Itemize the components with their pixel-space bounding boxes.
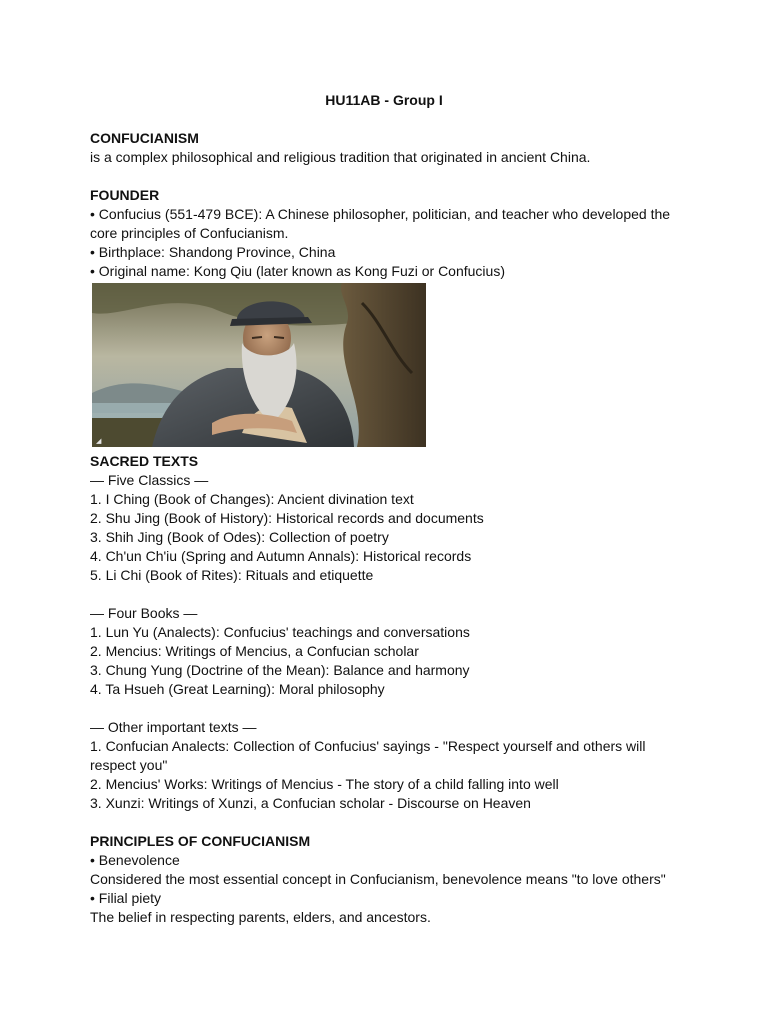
five-classics-label: — Five Classics — (90, 472, 209, 488)
four-books-item: 3. Chung Yung (Doctrine of the Mean): Balance and harmony (90, 662, 470, 678)
principle-description: Considered the most essential concept in Confucianism, benevolence means "to love others" (90, 871, 666, 887)
four-books-label: — Four Books — (90, 605, 198, 621)
principle-name: • Filial piety (90, 890, 162, 906)
intro-text: is a complex philosophical and religious tradition that originated in ancient China. (90, 149, 591, 165)
five-classics-item: 3. Shih Jing (Book of Odes): Collection of poetry (90, 529, 389, 545)
four-books-item: 1. Lun Yu (Analects): Confucius' teachings and conversations (90, 624, 470, 640)
five-classics-item: 1. I Ching (Book of Changes): Ancient divination text (90, 491, 414, 507)
watermark-glyph: ◢ (96, 437, 102, 445)
founder-item: • Confucius (551-479 BCE): A Chinese philosopher, politician, and teacher who developed the core principles of Confucianism. (90, 206, 671, 241)
five-classics-item: 2. Shu Jing (Book of History): Historical records and documents (90, 510, 484, 526)
principle-name: • Benevolence (90, 852, 180, 868)
other-texts-item: 3. Xunzi: Writings of Xunzi, a Confucian scholar - Discourse on Heaven (90, 795, 531, 811)
spacer (90, 585, 680, 604)
other-texts-item: 1. Confucian Analects: Collection of Confucius' sayings - "Respect yourself and others will respect you" (90, 738, 646, 773)
spacer (90, 699, 680, 718)
other-texts-label: — Other important texts — (90, 719, 257, 735)
confucius-portrait-image (92, 283, 426, 447)
other-texts-item: 2. Mencius' Works: Writings of Mencius - The story of a child falling into well (90, 776, 559, 792)
five-classics-item: 4. Ch'un Ch'iu (Spring and Autumn Annals): Historical records (90, 548, 472, 564)
sacred-texts-heading: SACRED TEXTS (90, 453, 199, 469)
principle-description: The belief in respecting parents, elders, and ancestors. (90, 909, 431, 925)
document-page (90, 91, 680, 927)
principles-heading: PRINCIPLES OF CONFUCIANISM (90, 833, 311, 849)
four-books-item: 4. Ta Hsueh (Great Learning): Moral philosophy (90, 681, 385, 697)
spacer (90, 167, 680, 186)
spacer (90, 110, 680, 129)
intro-heading: CONFUCIANISM (90, 130, 199, 146)
document-title: HU11AB - Group I (325, 92, 443, 108)
founder-item: • Birthplace: Shandong Province, China (90, 244, 336, 260)
founder-heading: FOUNDER (90, 187, 160, 203)
four-books-item: 2. Mencius: Writings of Mencius, a Confucian scholar (90, 643, 419, 659)
founder-item: • Original name: Kong Qiu (later known as Kong Fuzi or Confucius) (90, 263, 505, 279)
spacer (90, 813, 680, 832)
five-classics-item: 5. Li Chi (Book of Rites): Rituals and etiquette (90, 567, 374, 583)
